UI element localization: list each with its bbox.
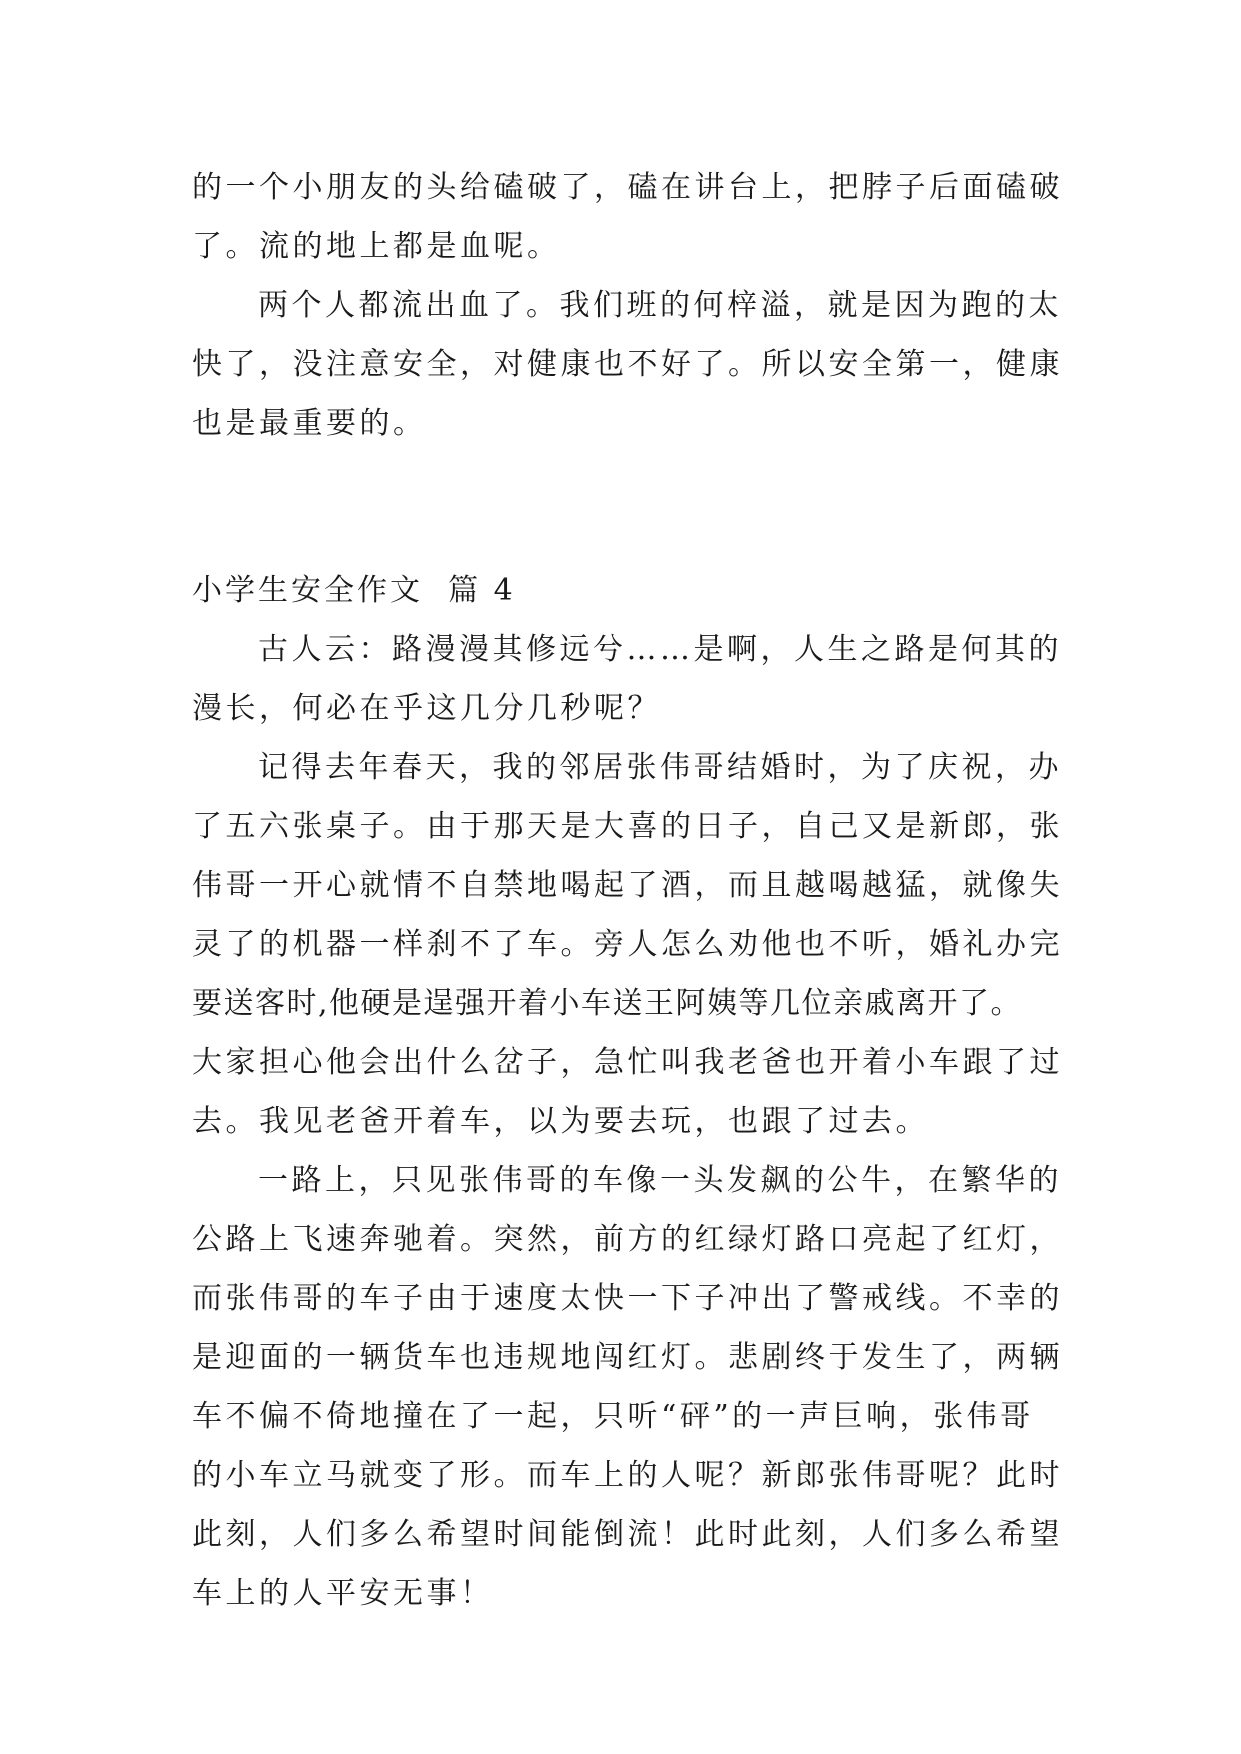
paragraph: [192, 620, 1062, 738]
text-line: 的一个小朋友的头给磕破了，磕在讲台上，把脖子后面磕破: [192, 170, 1063, 205]
text-line: 而张伟哥的车子由于速度太快一下子冲出了警戒线。不幸的: [192, 1281, 1063, 1316]
text-line: 一路上，只见张伟哥的车像一头发飙的公牛，在繁华的: [258, 1163, 1062, 1198]
text-line: 的小车立马就变了形。而车上的人呢？新郎张伟哥呢？此时: [192, 1458, 1063, 1493]
section-heading: 小学生安全作文 篇 4: [192, 573, 516, 608]
text-line: 两个人都流出血了。我们班的何梓溢，就是因为跑的太: [258, 288, 1062, 323]
text-line: 记得去年春天，我的邻居张伟哥结婚时，为了庆祝，办: [258, 750, 1062, 785]
text-line: 古人云：路漫漫其修远兮……是啊，人生之路是何其的: [258, 632, 1062, 667]
text-line: 车不偏不倚地撞在了一起，只听“砰”的一声巨响，张伟哥: [192, 1399, 1034, 1434]
text-line: 是迎面的一辆货车也违规地闯红灯。悲剧终于发生了，两辆: [192, 1340, 1063, 1375]
text-line: 大家担心他会出什么岔子，急忙叫我老爸也开着小车跟了过: [192, 1045, 1063, 1080]
text-line: 公路上飞速奔驰着。突然，前方的红绿灯路口亮起了红灯，: [192, 1222, 1063, 1257]
text-line: 也是最重要的。: [192, 406, 427, 441]
document-body: [192, 158, 1062, 1623]
text-line: 车上的人平安无事！: [192, 1576, 494, 1611]
text-line: 快了，没注意安全，对健康也不好了。所以安全第一，健康: [192, 347, 1063, 382]
section-spacer: [192, 453, 1062, 561]
paragraph: [192, 738, 1062, 1151]
text-line: 要送客时,他硬是逞强开着小车送王阿姨等几位亲戚离开了。: [192, 986, 1023, 1021]
text-line: 漫长，何必在乎这几分几秒呢？: [192, 691, 661, 726]
text-line: 灵了的机器一样刹不了车。旁人怎么劝他也不听，婚礼办完: [192, 927, 1063, 962]
text-line: 去。我见老爸开着车，以为要去玩，也跟了过去。: [192, 1104, 929, 1139]
paragraph: [192, 1151, 1062, 1623]
text-line: 伟哥一开心就情不自禁地喝起了酒，而且越喝越猛，就像失: [192, 868, 1063, 903]
text-line: 此刻，人们多么希望时间能倒流！此时此刻，人们多么希望: [192, 1517, 1063, 1552]
paragraph: [192, 158, 1062, 276]
text-line: 了。流的地上都是血呢。: [192, 229, 561, 264]
paragraph: [192, 276, 1062, 453]
text-line: 了五六张桌子。由于那天是大喜的日子，自己又是新郎，张: [192, 809, 1063, 844]
